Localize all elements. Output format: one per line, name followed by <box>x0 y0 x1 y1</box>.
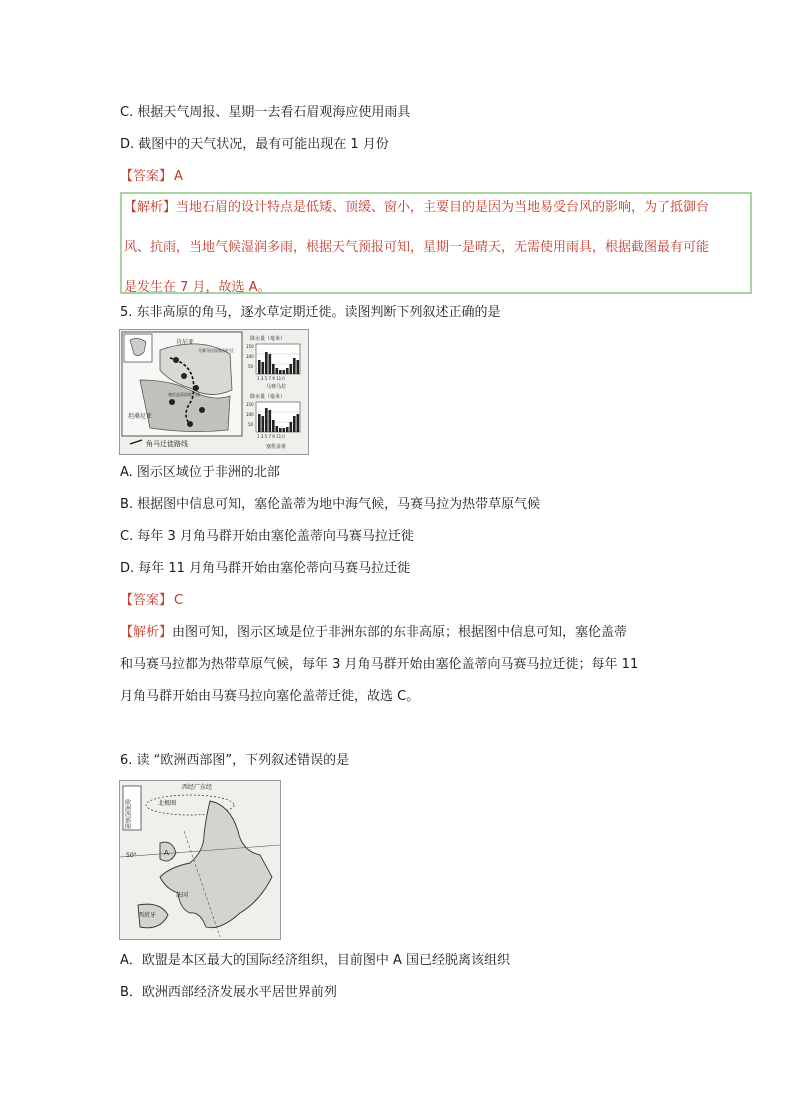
map-legend: 角马迁徙路线 <box>146 440 188 448</box>
q6-stem: 6. 读 “欧洲西部图”，下列叙述错误的是 <box>120 753 350 768</box>
q5-option-a: A. 图示区域位于非洲的北部 <box>120 465 280 480</box>
q5-option-d: D. 每年 11 月角马群开始由塞伦蒂向马赛马拉迁徙 <box>120 561 411 576</box>
q5-stem: 5. 东非高原的角马，逐水草定期迁徙。读图判断下列叙述正确的是 <box>120 305 501 320</box>
label-north-pole: 北极圈 <box>158 800 177 807</box>
q5-figure-map <box>119 329 309 455</box>
label-top: 西经广东经 <box>182 784 213 791</box>
q5-option-b: B. 根据图中信息可知，塞伦盖蒂为地中海气候，马赛马拉为热带草原气候 <box>120 497 541 512</box>
svg-text:100: 100 <box>246 412 254 417</box>
chart1-title: 降水量（毫米） <box>250 336 286 342</box>
answer-label: 【答案】 <box>120 593 173 608</box>
label-tanzania: 坦桑尼亚 <box>128 413 153 420</box>
answer-value: A <box>174 169 183 184</box>
chart2-caption: 塞伦盖蒂 <box>266 444 287 450</box>
svg-text:50: 50 <box>248 364 254 369</box>
label-masai: 马赛马拉国家保护区 <box>198 348 234 353</box>
label-france: 法国 <box>176 892 189 899</box>
svg-text:1 3 5 7 9 11月: 1 3 5 7 9 11月 <box>257 434 286 439</box>
q4-explanation-box <box>120 192 752 294</box>
label-lat: 50° <box>126 852 137 859</box>
map-title: 欧洲西部图 <box>123 799 131 829</box>
answer-value: C <box>174 593 184 608</box>
q4-answer <box>120 168 183 186</box>
svg-text:150: 150 <box>246 402 254 407</box>
label-spain: 西班牙 <box>138 912 157 919</box>
q4-explain-line-1: 【解析】当地石眉的设计特点是低矮、顶缓、窗小，主要目的是因为当地易受台风的影响，为了抵御台 <box>124 200 710 215</box>
q6-map-svg <box>120 781 280 939</box>
answer-label: 【答案】 <box>120 169 173 184</box>
explain-label: 【解析】 <box>124 200 177 215</box>
q5-option-c: C. 每年 3 月角马群开始由塞伦盖蒂向马赛马拉迁徙 <box>120 529 414 544</box>
q4-explain-line-2: 风、抗雨，当地气候湿润多雨，根据天气预报可知，星期一是晴天，无需使用雨具，根据截图最有可能 <box>124 240 710 255</box>
q6-option-b: B．欧洲西部经济发展水平居世界前列 <box>120 985 337 1000</box>
q6-figure-map <box>119 780 281 940</box>
explain-label: 【解析】 <box>120 625 173 640</box>
q4-explain-line-3: 是发生在 7 月，故选 A。 <box>124 280 271 295</box>
q4-option-d: D. 截图中的天气状况，最有可能出现在 1 月份 <box>120 137 389 152</box>
q4-option-c: C. 根据天气周报、星期一去看石眉观海应使用雨具 <box>120 105 411 120</box>
q5-answer <box>120 592 183 610</box>
svg-text:100: 100 <box>246 354 254 359</box>
svg-text:50: 50 <box>248 422 254 427</box>
label-a: A <box>164 849 169 857</box>
q5-map-svg <box>120 330 308 454</box>
q5-explain-line-3: 月角马群开始由马赛马拉向塞伦盖蒂迁徙，故选 C。 <box>120 689 420 704</box>
svg-text:1 3 5 7 9 11月: 1 3 5 7 9 11月 <box>257 376 286 381</box>
label-kenya: 肯尼亚 <box>176 339 195 346</box>
chart2-title: 降水量（毫米） <box>250 394 286 400</box>
chart1-caption: 马赛马拉 <box>266 384 287 390</box>
svg-text:150: 150 <box>246 344 254 349</box>
q6-option-a: A．欧盟是本区最大的国际经济组织，目前图中 A 国已经脱离该组织 <box>120 953 511 968</box>
label-serengeti: 塞伦盖蒂国家公园 <box>168 392 200 397</box>
q5-explain-line-2: 和马赛马拉都为热带草原气候，每年 3 月角马群开始由塞伦盖蒂向马赛马拉迁徙；每年 11 <box>120 657 639 672</box>
q5-explain-line-1: 【解析】由图可知，图示区域是位于非洲东部的东非高原；根据图中信息可知，塞伦盖蒂 <box>120 625 628 640</box>
